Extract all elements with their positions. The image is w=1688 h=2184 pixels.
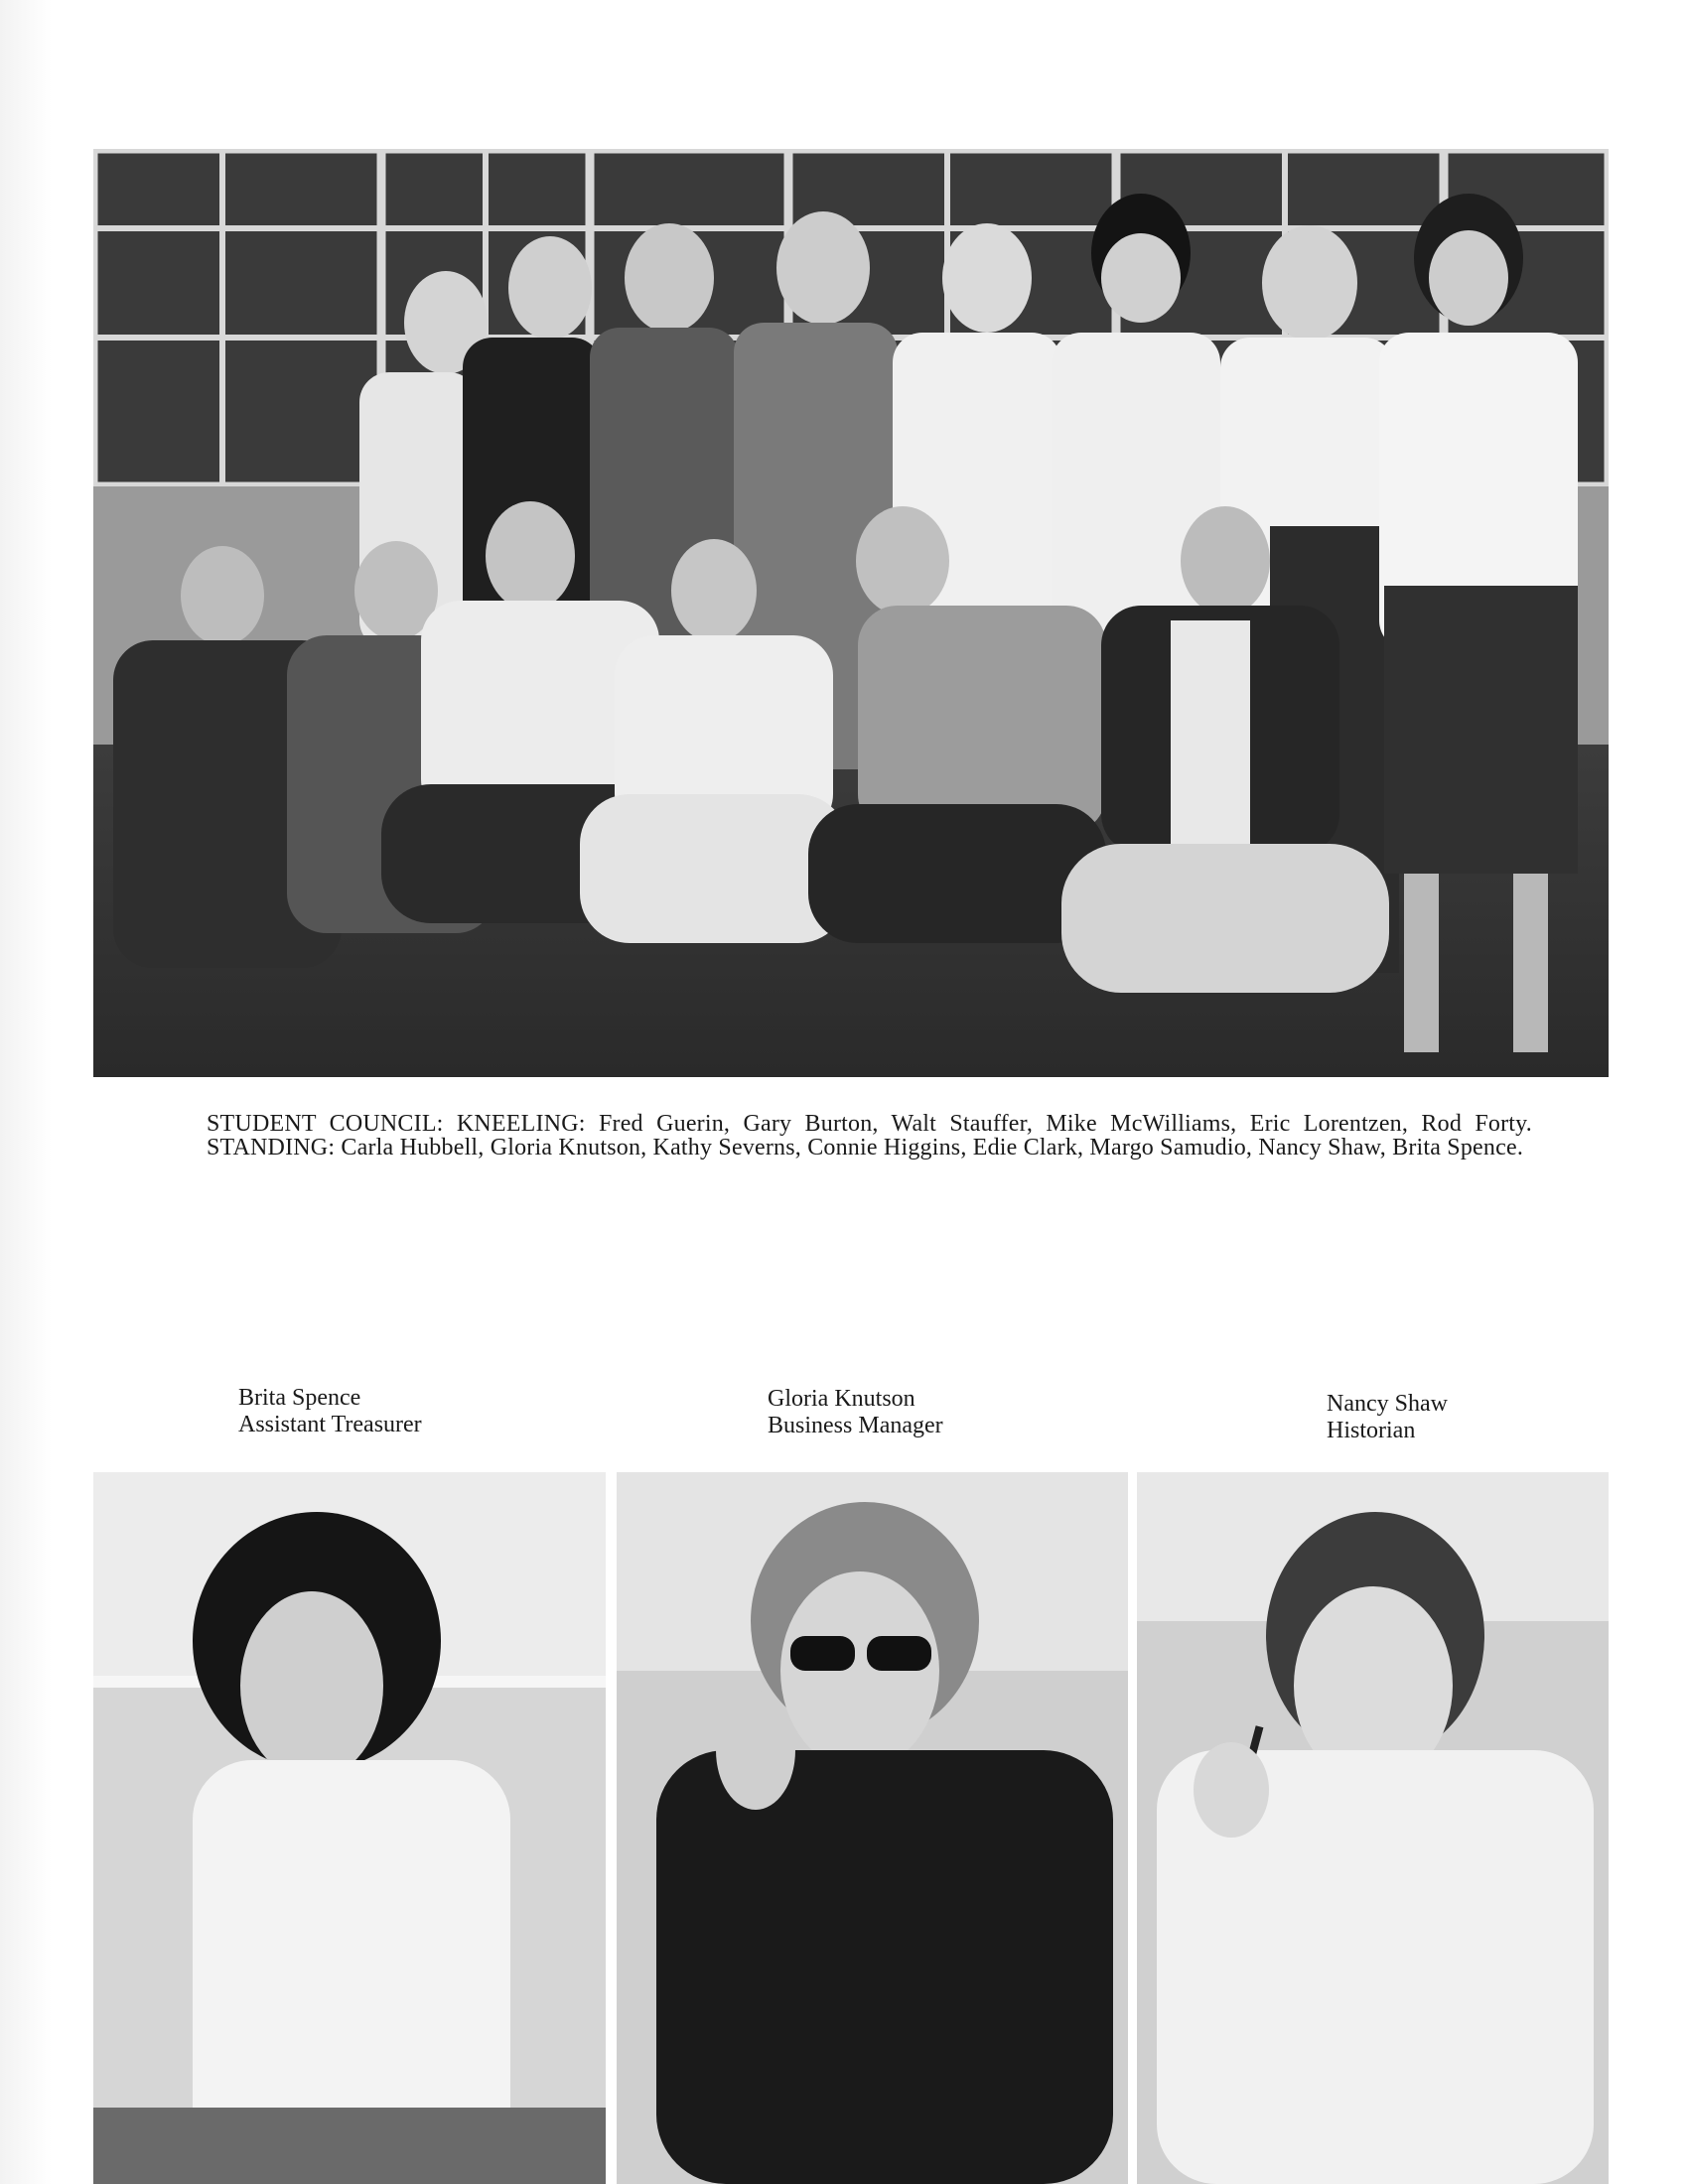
officer-label-gloria-knutson: [768, 1386, 943, 1439]
portrait-brita-spence: [93, 1472, 606, 2184]
officer-name: Nancy Shaw: [1327, 1391, 1448, 1417]
officer-title: Assistant Treasurer: [238, 1412, 422, 1437]
page-binding-edge: [0, 0, 52, 2184]
officer-name: Gloria Knutson: [768, 1386, 915, 1412]
officer-title: Historian: [1327, 1418, 1416, 1443]
officer-label-brita-spence: [238, 1385, 422, 1438]
portrait-gloria-knutson: [617, 1472, 1128, 2184]
officer-name: Brita Spence: [238, 1385, 361, 1411]
group-photo-caption: STUDENT COUNCIL: KNEELING: Fred Guerin, Gary Burton, Walt Stauffer, Mike McWilliams, Eric Lorentzen, Rod Forty. STANDING: Carla Hubbell, Gloria Knutson, Kathy Severns, Connie Higgins, Edie Clark, Margo Samudio, Nancy Shaw, Brita Spence.: [207, 1111, 1532, 1160]
student-council-group-photo: [93, 149, 1609, 1077]
portrait-nancy-shaw: [1137, 1472, 1609, 2184]
officer-label-nancy-shaw: [1327, 1391, 1448, 1444]
officer-title: Business Manager: [768, 1413, 943, 1438]
